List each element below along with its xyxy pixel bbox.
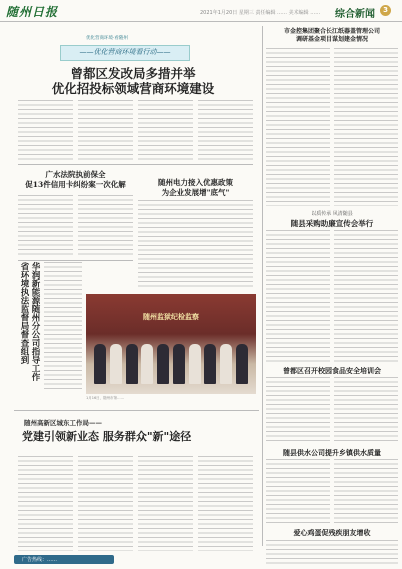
person [94,344,106,384]
person [204,344,216,384]
power-headline [138,178,253,198]
newspaper-logo: 随州日报 [6,5,59,19]
person [189,344,201,384]
right-story-5-body [266,540,398,564]
right-headline-1 [266,28,398,44]
right-story-2-col-2 [334,230,398,362]
court-headline-line-1: 广水法院执前保全 [45,170,106,179]
power-body [138,200,253,290]
right-headline-1-line-1: 市金控集团聚合长江纸器盖管理公司 [283,28,380,35]
person [141,344,153,384]
lead-headline-line-1: 曾都区发改局多措并举 [70,66,196,81]
lead-body-col-3 [138,100,193,160]
divider [18,260,133,261]
right-headline-4: 随县供水公司提升乡镇供水质量 [283,448,381,457]
right-story-4-col-2 [334,459,398,525]
right-story-1-col-2 [334,48,398,206]
right-headline-3: 曾都区召开校园食品安全培训会 [283,366,381,375]
right-story-3-col-1 [266,377,330,443]
right-story-4-col-1 [266,459,330,525]
footer-text: 广告热线：…… [22,557,58,563]
lead-kicker: ——优化营商环境看行动—— [79,48,171,56]
bottom-kicker: 随州高新区城东工作局—— [24,419,102,427]
court-body-col-1 [18,195,73,257]
person [220,344,232,384]
vertical-headline-2: 省环境执法监督局督查组到 [19,262,29,364]
person [157,344,169,384]
masthead [0,0,402,22]
court-body-col-2 [78,195,133,257]
lead-kicker-top: 优化营商环境·看随州 [86,36,128,41]
court-headline-line-2: 促13件信用卡纠纷案一次化解 [25,180,126,189]
page-number: 3 [380,5,391,16]
divider [14,410,259,411]
bottom-body-col-1 [18,456,73,551]
bottom-body-col-3 [138,456,193,551]
photo-people [94,344,248,384]
right-headline-1-line-2: 调研基金项目谋划建金情况 [295,36,368,43]
lead-headline-line-2: 优化招投标领域营商环境建设 [51,81,215,96]
right-story-3-col-2 [334,377,398,443]
lead-body-col-1 [18,100,73,160]
right-headline-2: 随县采购助廉宣传会举行 [290,219,374,228]
person [110,344,122,384]
section-title: 综合新闻 [335,9,375,20]
bottom-body-col-2 [78,456,133,551]
right-kicker-2: 以质传承 风清随县 [311,211,353,217]
bottom-headline: 党建引领新业态 服务群众"新"途径 [22,430,192,443]
column-divider [262,26,263,546]
person [126,344,138,384]
right-headline-5: 爱心鸡蛋促残疾朋友增收 [293,528,371,537]
lead-body-col-2 [78,100,133,160]
right-story-2-col-1 [266,230,330,362]
person [173,344,185,384]
divider [18,164,253,165]
vertical-headline-1: 华润新能源随州分公司指导工作 [30,262,40,381]
person [236,344,248,384]
event-photo [86,294,256,394]
photo-caption: 1月16日，随州市第…… [86,396,125,400]
power-headline-line-2: 为企业发展增"底气" [161,188,230,197]
photo-banner-text: 随州监狱纪检监察 [143,312,199,321]
bottom-body-col-4 [198,456,253,551]
lead-body-col-4 [198,100,253,160]
right-story-1-col-1 [266,48,330,206]
power-headline-line-1: 随州电力接入优惠政策 [158,178,233,187]
court-headline [18,170,133,190]
issue-meta: 2021年1月20日 星期三 责任编辑 …… 美术编辑 …… [200,10,321,16]
lead-headline [18,66,248,96]
vertical-story-body [44,262,82,392]
